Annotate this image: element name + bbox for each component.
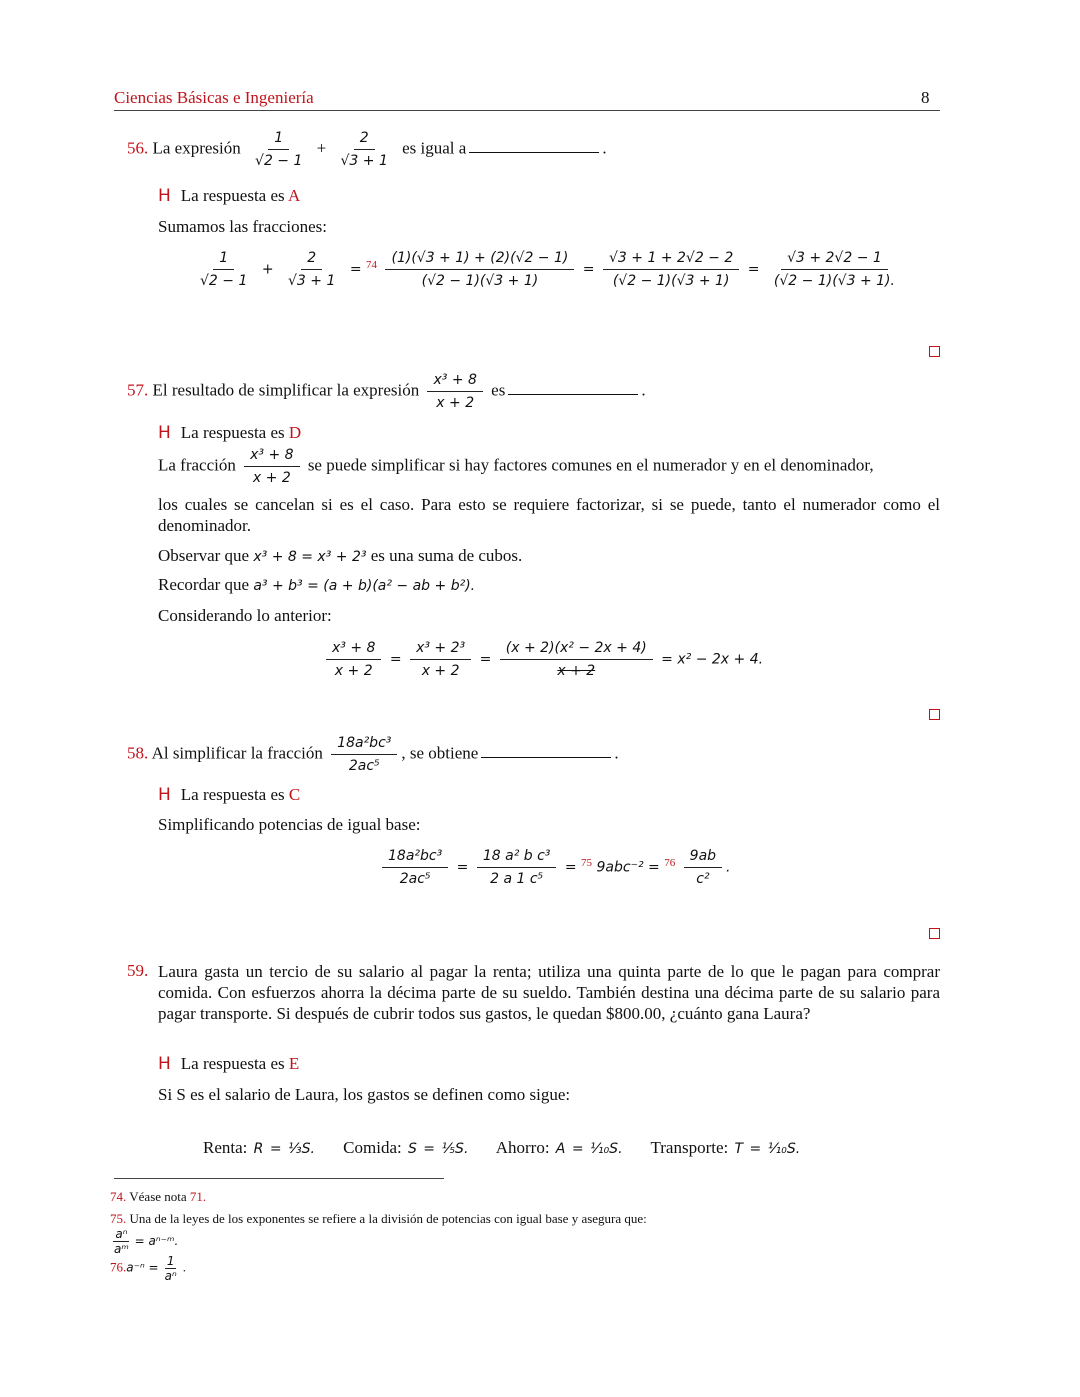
expense-list <box>203 1138 800 1158</box>
footnote-76: 76.a⁻ⁿ = $\frac{1}{\text{aⁿ}}$ . <box>110 1254 186 1283</box>
answer-label: La respuesta es <box>180 1054 285 1073</box>
page-number: 8 <box>921 88 930 107</box>
math: a³ + b³ = (a + b)(a² − ab + b²). <box>253 578 476 594</box>
qed-square-icon <box>929 709 940 720</box>
fraction-numerator: 18a²bc³ <box>382 848 448 868</box>
footnote-74 <box>110 1189 206 1205</box>
expense-label: Ahorro: <box>495 1138 550 1157</box>
fraction-numerator: (x + 2)(x² − 2x + 4) <box>500 640 653 660</box>
plus-sign: + <box>316 138 327 158</box>
question-57: 57. El resultado de simplificar la expresión $\frac{\text{x³ + 8}}{x + 2}$ es . <box>127 372 646 411</box>
question-text: El resultado de simplificar la expresión <box>152 380 420 400</box>
step-text: Sumamos las fracciones: <box>158 217 328 236</box>
fraction-denominator: aⁿ <box>164 1269 177 1283</box>
fraction-denominator: x + 2 <box>252 470 291 486</box>
fraction-numerator: 18 a² b c³ <box>477 848 557 868</box>
answer-line <box>158 1054 299 1074</box>
answer-line <box>158 423 301 443</box>
question-number: 56. <box>127 138 149 158</box>
fraction-numerator: aⁿ <box>115 1227 128 1241</box>
expense-math: A = ⅒S. <box>555 1141 623 1157</box>
question-text: es <box>491 380 506 400</box>
fraction-denominator: 2ac⁵ <box>399 871 431 887</box>
text: se puede simplificar si hay factores comunes en el numerador y en el denominador, <box>307 455 874 475</box>
footnote-number: 74. <box>110 1189 127 1204</box>
fraction-numerator: 18a²bc³ <box>331 735 397 755</box>
qed-square-icon <box>929 928 940 939</box>
math: x³ + 8 = x³ + 2³ <box>253 549 367 565</box>
paragraph <box>158 546 522 566</box>
answer-label: La respuesta es <box>180 785 285 804</box>
fraction-denominator: x + 2 <box>334 663 373 679</box>
question-text: Laura gasta un tercio de su salario al pagar la renta; utiliza una quinta parte de lo que le pagan para comprar comida. Con esfuerzos ahorra la décima parte de su sueldo. También destina una décima parte de su salario para pagar transporte. Si después de cubrir todos sus gastos, le quedan $800.00, ¿cuánto gana Laura? <box>158 962 940 1023</box>
footnote-number: 76. <box>110 1259 127 1275</box>
fraction-numerator: 2 <box>301 250 322 270</box>
question-number: 58. <box>127 743 149 763</box>
answer-letter: D <box>288 423 302 442</box>
answer-blank <box>469 152 599 153</box>
math: = aⁿ⁻ᵐ. <box>134 1234 179 1248</box>
fraction-denominator: √2 − 1 <box>255 153 303 169</box>
paragraph <box>158 575 475 595</box>
expense-label: Renta: <box>203 1138 248 1157</box>
footnote-ref: 75 <box>581 856 593 869</box>
answer-letter: E <box>288 1054 300 1073</box>
fraction-denominator: √3 + 1 <box>340 153 388 169</box>
text: Observar que <box>158 546 250 565</box>
answer-blank <box>508 394 638 395</box>
fraction-denominator: √3 + 1 <box>288 273 336 289</box>
fraction-numerator: 1 <box>166 1254 175 1268</box>
fraction-numerator: √3 + 2√2 − 1 <box>781 250 888 270</box>
fraction-denominator: √2 − 1 <box>200 273 248 289</box>
math: 9abc⁻² <box>596 859 644 876</box>
footnote-75-math <box>112 1227 178 1256</box>
fraction-denominator: x + 2 <box>421 663 460 679</box>
math: a⁻ⁿ = <box>126 1260 159 1275</box>
answer-label: La respuesta es <box>180 186 285 205</box>
question-58: 58. Al simplificar la fracción $\frac{\text{18a²bc³}}{\text{2ac⁵}}$ , se obtiene . <box>127 735 619 774</box>
question-text: Al simplificar la fracción <box>151 743 323 763</box>
fraction-numerator: 9ab <box>684 848 722 868</box>
fraction-denominator: x + 2 <box>436 395 475 411</box>
step-text: Simplificando potencias de igual base: <box>158 815 421 834</box>
footnote-text: Véase nota <box>129 1189 187 1204</box>
question-text: , se obtiene <box>401 743 479 763</box>
question-number: 59. <box>127 961 149 980</box>
footnote-ref: 74 <box>366 258 378 271</box>
fraction-numerator: x³ + 8 <box>427 372 482 392</box>
footnote-number: 75. <box>110 1211 127 1226</box>
equation-57: $\frac{\text{x³ + 8}}{x + 2}$ = $\frac{\text{x³ + 2³}}{x + 2}$ = $\frac{\text{(x + 2)(x² − 2x + 4)}}{x + 2}$ = x² − 2x + 4. <box>322 640 763 679</box>
fraction-denominator: 2 a 1 c⁵ <box>490 871 544 887</box>
step-text: Si S es el salario de Laura, los gastos se definen como sigue: <box>158 1085 571 1104</box>
fraction-numerator: 1 <box>268 130 289 150</box>
fraction-numerator: 1 <box>213 250 234 270</box>
fraction-numerator: x³ + 8 <box>326 640 381 660</box>
expense-math: S = ⅕S. <box>407 1141 469 1157</box>
fraction-numerator: x³ + 8 <box>244 447 299 467</box>
fraction-denominator: (√2 − 1)(√3 + 1) <box>612 273 730 289</box>
paragraph: los cuales se cancelan si es el caso. Para esto se requiere factorizar, si se puede, tanto el numerador como el denominador. <box>158 495 940 535</box>
hint-icon: H <box>158 186 171 206</box>
fraction-denominator: x + 2 <box>557 663 596 679</box>
fraction-denominator: aᵐ <box>114 1242 129 1256</box>
paragraph <box>158 447 874 486</box>
answer-line <box>158 785 300 805</box>
question-56: 56. La expresión $\frac{1}{√2 - 1}$ + $\frac{2}{√3 + 1}$ es igual a . <box>127 130 607 169</box>
footnote-75 <box>110 1211 647 1227</box>
expense-math: T = ⅒S. <box>734 1141 801 1157</box>
answer-letter: A <box>287 186 301 205</box>
footnote-rule <box>114 1178 444 1179</box>
running-header-title: Ciencias Básicas e Ingeniería <box>114 88 314 107</box>
expense-label: Comida: <box>343 1138 402 1157</box>
fraction-numerator: (1)(√3 + 1) + (2)(√2 − 1) <box>385 250 574 270</box>
equation-56: $\frac{1}{√2 - 1}$ + $\frac{2}{√3 + 1}$ = $^{74}$ $\frac{(1)(√3 + 1) + (2)(√2 - 1)}{(√2 - 1)(√3 + 1)}$ = $\frac{√3 + 1 + 2√2 - 2}{(√2 - 1)(√3 + 1)}$ = $\frac{√3 + 2√2 - 1}{(√2 - 1)(√3 + 1).}$ <box>190 250 905 289</box>
fraction-numerator: 2 <box>354 130 375 150</box>
fraction-denominator: c² <box>696 871 710 887</box>
qed-square-icon <box>929 346 940 357</box>
answer-blank <box>481 757 611 758</box>
hint-icon: H <box>158 1054 171 1074</box>
question-number: 57. <box>127 380 149 400</box>
question-text: es igual a <box>402 138 467 158</box>
hint-icon: H <box>158 423 171 443</box>
expense-label: Transporte: <box>650 1138 729 1157</box>
question-text: La expresión <box>152 138 241 158</box>
text: es una suma de cubos. <box>370 546 523 565</box>
fraction-numerator: x³ + 2³ <box>410 640 471 660</box>
fraction-numerator: √3 + 1 + 2√2 − 2 <box>603 250 739 270</box>
answer-letter: C <box>288 785 301 804</box>
header-rule <box>114 110 940 111</box>
result: = x² − 2x + 4. <box>661 651 764 668</box>
fraction-denominator: (√2 − 1)(√3 + 1). <box>773 273 895 289</box>
footnote-text: Una de la leyes de los exponentes se refiere a la división de potencias con igual base y asegura que: <box>129 1211 647 1226</box>
fraction-denominator: (√2 − 1)(√3 + 1) <box>421 273 539 289</box>
fraction-denominator: 2ac⁵ <box>348 758 380 774</box>
footnote-ref: 76 <box>664 856 676 869</box>
answer-label: La respuesta es <box>180 423 285 442</box>
equation-58: $\frac{\text{18a²bc³}}{\text{2ac⁵}}$ = $\frac{\text{18 a² b c³}}{\text{2 a 1 c⁵}}$ = $^{75}$ 9abc⁻² = $^{76}$ $\frac{9ab}{\text{c²}}$ . <box>378 848 731 887</box>
paragraph: Considerando lo anterior: <box>158 606 332 625</box>
text: La fracción <box>158 455 236 475</box>
hint-icon: H <box>158 785 171 805</box>
expense-math: R = ⅓S. <box>253 1141 315 1157</box>
answer-line <box>158 186 300 206</box>
footnote-link: 71. <box>189 1189 207 1204</box>
text: Recordar que <box>158 575 250 594</box>
